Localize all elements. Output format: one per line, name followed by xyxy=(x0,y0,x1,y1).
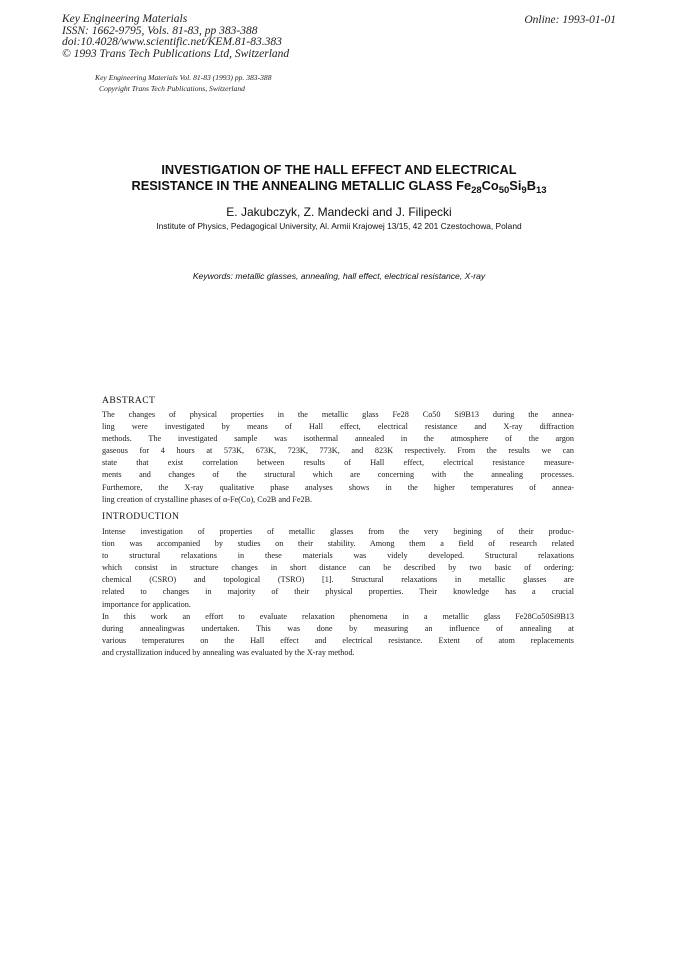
article-metadata xyxy=(62,14,289,60)
journal-copyright-line: Copyright Trans Tech Publications, Switzerland xyxy=(99,84,245,93)
formula-element: Co xyxy=(481,177,499,193)
formula-subscript: 50 xyxy=(498,184,510,196)
introduction-body xyxy=(102,526,574,659)
text-line: tion was accompanied by studies on their stability. Among them a field of research related xyxy=(102,539,574,549)
text-line: The changes of physical properties in the metallic glass Fe28 Co50 Si9B13 during the annea- xyxy=(102,410,574,419)
text-line: Furthemore, the X-ray qualitative phase analyses shows in the higher temperatures of annea- xyxy=(102,482,574,492)
doi-line: doi:10.4028/www.scientific.net/KEM.81-83.383 xyxy=(62,36,282,49)
text-line: ling creation of crystalline phases of α-Fe(Co), Co2B and Fe2B. xyxy=(102,494,313,504)
journal-reference-line: Key Engineering Materials Vol. 81-83 (1993) pp. 383-388 xyxy=(95,73,272,82)
text-line: chemical (CSRO) and topological (TSRO) [1]. Structural relaxations in metallic glasses are xyxy=(102,575,574,585)
title-formula xyxy=(456,177,547,196)
keywords: Keywords: metallic glasses, annealing, hall effect, electrical resistance, X-ray xyxy=(192,271,486,281)
formula-subscript: 13 xyxy=(535,184,547,196)
text-line: state that exist correlation between results of Hall effect, electrical resistance measure- xyxy=(102,458,574,468)
text-line: which consist in structure changes in short distance can be described by two basic of ordering: xyxy=(102,563,574,573)
text-line: gaseous for 4 hours at 573K, 673K, 723K, 773K, and 823K respectively. From the results we can xyxy=(102,446,574,456)
abstract-body xyxy=(102,409,574,506)
formula-element: Fe xyxy=(456,177,472,193)
title-line-1: INVESTIGATION OF THE HALL EFFECT AND ELECTRICAL xyxy=(161,162,517,177)
formula-element: B xyxy=(526,177,536,193)
text-line: ling were investigated by means of Hall effect, electrical resistance and X-ray diffraction xyxy=(102,422,574,432)
journal-reference xyxy=(95,72,272,94)
formula-element: Si xyxy=(509,177,522,193)
online-date: Online: 1993-01-01 xyxy=(524,14,616,26)
issn-line: ISSN: 1662-9795, Vols. 81-83, pp 383-388 xyxy=(62,24,258,37)
text-line: related to changes in majority of their physical properties. Their knowledge has a crucial xyxy=(102,587,574,597)
authors: E. Jakubczyk, Z. Mandecki and J. Filipecki xyxy=(226,205,452,219)
formula-subscript: 28 xyxy=(471,184,482,196)
paper-title xyxy=(0,162,678,196)
text-line: Intense investigation of properties of metallic glasses from the very begining of their produc- xyxy=(102,527,574,536)
text-line: importance for application. xyxy=(102,599,191,609)
text-line: during annealingwas undertaken. This was done by measuring an influence of annealing at xyxy=(102,623,574,633)
journal-name: Key Engineering Materials xyxy=(62,13,188,25)
abstract-heading: ABSTRACT xyxy=(102,395,156,406)
affiliation: Institute of Physics, Pedagogical University, Al. Armii Krajowej 13/15, 42 201 Czestochowa, Poland xyxy=(156,221,522,231)
text-line: to structural relaxations in these materials was videly developed. Structural relaxations xyxy=(102,551,574,561)
text-line: various temperatures on the Hall effect and electrical resistance. Extent of atom replacements xyxy=(102,635,574,645)
text-line: ments and changes of the structural which are concerning with the annealing processes. xyxy=(102,470,574,480)
title-line-2-text: RESISTANCE IN THE ANNEALING METALLIC GLASS xyxy=(131,177,453,193)
text-line: and crystallization induced by annealing was evaluated by the X-ray method. xyxy=(102,647,355,657)
copyright-line: © 1993 Trans Tech Publications Ltd, Switzerland xyxy=(62,47,290,60)
formula-subscript: 9 xyxy=(521,184,527,196)
text-line: methods. The investigated sample was isothermal annealed in the atmosphere of the argon xyxy=(102,434,574,444)
title-line-2 xyxy=(0,178,678,194)
text-line: In this work an effort to evaluate relaxation phenomena in a metallic glass Fe28Co50Si9B13 xyxy=(102,611,574,621)
introduction-heading: INTRODUCTION xyxy=(102,511,180,522)
